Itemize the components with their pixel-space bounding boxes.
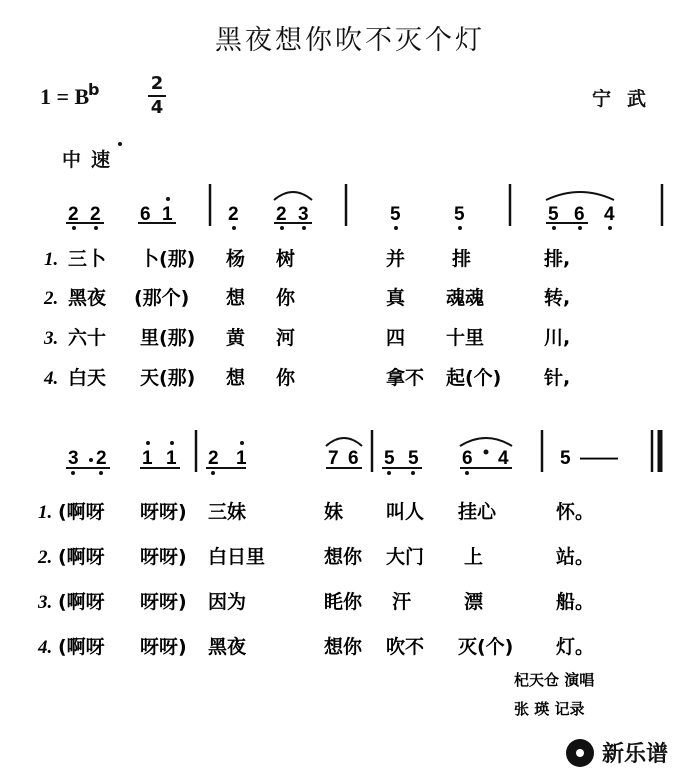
lyric: 想 <box>226 287 246 309</box>
lyric: 白天 <box>68 367 107 389</box>
key-signature: 1 = B <box>40 84 90 109</box>
dash: —— <box>580 448 618 469</box>
flat-sign: b <box>88 80 100 99</box>
lyric: 针, <box>544 367 571 389</box>
note: 2 <box>90 204 101 225</box>
lyric: 拿不 <box>386 367 425 389</box>
note: 2 <box>208 448 219 469</box>
verse-number: 4. <box>38 637 53 658</box>
lyric: 魂魂 <box>446 287 485 309</box>
verse-number: 3. <box>44 328 59 349</box>
lyric: 起(个) <box>446 367 502 389</box>
lyric: (那个) <box>134 287 190 309</box>
music-disc-icon <box>566 739 594 767</box>
octave-dot <box>71 471 75 475</box>
verse-3 <box>37 590 594 613</box>
lyric: 黑夜 <box>68 287 107 309</box>
lyric: 因为 <box>208 591 247 613</box>
lyric: 挂心 <box>458 501 497 523</box>
verse-number: 2. <box>38 547 53 568</box>
lyric: 天(那) <box>140 367 196 389</box>
slur <box>274 192 312 200</box>
lyric: 呀呀) <box>140 636 187 658</box>
octave-dot <box>552 226 556 230</box>
note: 5 <box>408 448 419 469</box>
lyric: 大门 <box>386 546 425 568</box>
verse-number: 1. <box>38 502 53 523</box>
verse-2 <box>43 286 570 309</box>
lyric: 里(那) <box>140 327 196 349</box>
system1-lyrics <box>43 247 570 389</box>
note: 5 <box>454 204 465 225</box>
system1-notes <box>68 204 615 225</box>
note: 4 <box>604 204 615 225</box>
note: 3 <box>68 448 79 469</box>
note: 1 <box>162 204 173 225</box>
verse-2 <box>37 545 594 568</box>
lyric: 你 <box>276 367 296 389</box>
octave-dot <box>211 471 215 475</box>
octave-dot <box>99 471 103 475</box>
song-title: 黑夜想你吹不灭个灯 <box>215 25 485 56</box>
octave-dot <box>232 226 236 230</box>
octave-dot <box>411 471 415 475</box>
site-logo-text: 新乐谱 <box>602 742 669 767</box>
verse-4 <box>37 635 594 658</box>
lyric: 十里 <box>446 327 485 349</box>
octave-dot <box>387 471 391 475</box>
lyric: 并 <box>386 248 406 270</box>
lyric: 漂 <box>464 591 484 613</box>
lyric: 四 <box>386 327 406 349</box>
system2-octave-dots <box>71 441 489 475</box>
note: 5 <box>560 448 571 469</box>
lyric: 汗 <box>392 591 412 613</box>
slur <box>546 192 614 200</box>
lyric: (啊呀 <box>58 501 105 523</box>
lyric: 黄 <box>226 327 246 349</box>
verse-1 <box>38 500 594 523</box>
lyric: (啊呀 <box>58 636 105 658</box>
lyric: 三卜 <box>68 248 107 270</box>
note: 6 <box>574 204 585 225</box>
lyric: 排 <box>452 248 472 270</box>
system2-lyrics <box>37 500 594 658</box>
verse-number: 4. <box>44 368 59 389</box>
lyric: 卜(那) <box>140 248 196 270</box>
octave-dot <box>170 441 174 445</box>
tempo-dot <box>118 142 122 146</box>
octave-dot <box>72 226 76 230</box>
octave-dot <box>578 226 582 230</box>
octave-dot <box>394 226 398 230</box>
octave-dot <box>146 441 150 445</box>
lyric: 杨 <box>226 248 246 270</box>
note: 4 <box>498 448 509 469</box>
lyric: 站。 <box>556 546 595 568</box>
singer-credit: 杞天仓 演唱 <box>514 671 595 689</box>
note: 2 <box>96 448 107 469</box>
lyric: 怀。 <box>556 501 595 523</box>
lyric: 河 <box>276 327 296 349</box>
note: 2 <box>228 204 239 225</box>
lyric: 转, <box>544 287 571 309</box>
note: 6 <box>348 448 359 469</box>
octave-dot <box>465 471 469 475</box>
note: 1 <box>142 448 153 469</box>
lyric: 上 <box>464 546 484 568</box>
note: 5 <box>548 204 559 225</box>
lyric: 呀呀) <box>140 591 187 613</box>
octave-dot <box>302 226 306 230</box>
verse-number: 3. <box>38 592 53 613</box>
note: 1 <box>166 448 177 469</box>
lyric: 想你 <box>324 546 363 568</box>
note: 6 <box>140 204 151 225</box>
lyric: 白日里 <box>208 546 266 568</box>
note: 2 <box>68 204 79 225</box>
note: 2 <box>276 204 287 225</box>
verse-1 <box>44 247 570 270</box>
lyric: 排, <box>544 248 571 270</box>
lyric: 六十 <box>68 327 107 349</box>
lyric: 呀呀) <box>140 546 187 568</box>
octave-dot <box>280 226 284 230</box>
lyric: 真 <box>386 287 406 309</box>
lyric: 眊你 <box>324 591 363 613</box>
system2-notes <box>68 448 618 469</box>
lyric: 想你 <box>324 636 363 658</box>
lyric: 船。 <box>556 591 595 613</box>
octave-dot <box>240 441 244 445</box>
note: 7 <box>328 448 339 469</box>
augmentation-dot <box>484 450 489 455</box>
lyric: 树 <box>276 248 296 270</box>
note: 5 <box>390 204 401 225</box>
augmentation-dot <box>89 458 93 462</box>
verse-number: 1. <box>44 249 59 270</box>
lyric: 灭(个) <box>458 636 514 658</box>
composer: 宁武 <box>592 88 663 110</box>
slur <box>326 438 362 446</box>
lyric: 叫人 <box>386 501 425 523</box>
octave-dot <box>608 226 612 230</box>
verse-3 <box>43 326 570 349</box>
system1-octave-dots <box>72 142 612 230</box>
lyric: 川, <box>544 327 571 349</box>
lyric: 你 <box>276 287 296 309</box>
note: 3 <box>298 204 309 225</box>
verse-4 <box>43 366 570 389</box>
lyric: (啊呀 <box>58 591 105 613</box>
lyric: 三妹 <box>208 501 247 523</box>
time-signature-top: 2 <box>150 73 164 94</box>
recorder-credit: 张 瑛 记录 <box>514 700 585 718</box>
octave-dot <box>94 226 98 230</box>
lyric: 妹 <box>324 501 344 523</box>
lyric: 黑夜 <box>208 636 247 658</box>
lyric: 呀呀) <box>140 501 187 523</box>
lyric: (啊呀 <box>58 546 105 568</box>
octave-dot <box>458 226 462 230</box>
lyric: 想 <box>226 367 246 389</box>
note: 5 <box>384 448 395 469</box>
system2-beams <box>66 438 512 468</box>
lyric: 吹不 <box>386 636 425 658</box>
note: 1 <box>236 448 247 469</box>
octave-dot <box>166 197 170 201</box>
site-logo <box>566 737 668 768</box>
time-signature-bottom: 4 <box>150 97 164 118</box>
slur <box>460 438 512 446</box>
lyric: 灯。 <box>556 636 595 658</box>
note: 6 <box>462 448 473 469</box>
verse-number: 2. <box>44 288 59 309</box>
tempo-marking: 中速 <box>62 149 121 171</box>
